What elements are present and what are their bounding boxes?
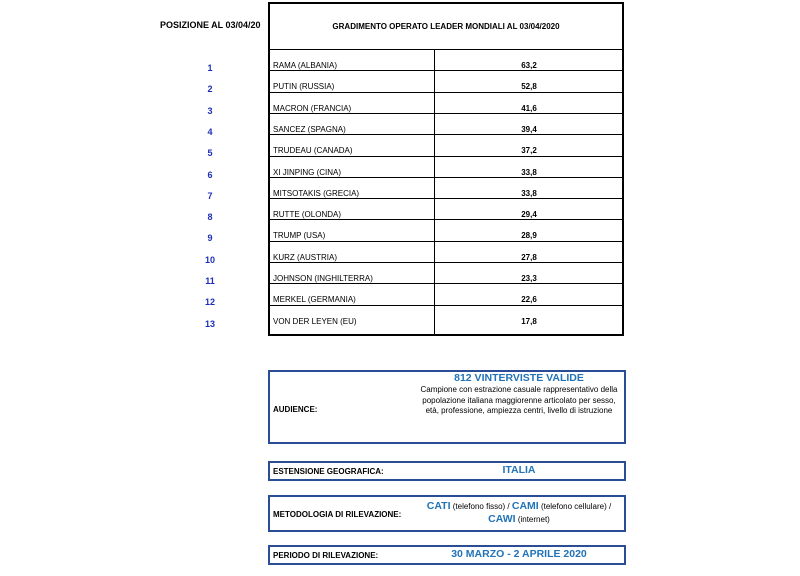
- row-divider: [270, 156, 622, 157]
- rank-number: 9: [207, 233, 213, 244]
- row-divider: [270, 49, 622, 50]
- leader-name: TRUMP (USA): [273, 231, 326, 241]
- audience-box: [268, 370, 626, 444]
- cati-desc: (telefono fisso) /: [450, 502, 512, 511]
- audience-description: Campione con estrazione casuale rappresentativo della popolazione italiana maggiorenne articolato per sesso, età, professione, ampiezza centri, livello di istruzione: [420, 385, 618, 416]
- rank-number: 6: [207, 169, 213, 180]
- row-divider: [270, 177, 622, 178]
- approval-value: 27,8: [521, 252, 537, 262]
- rank-number: 8: [207, 212, 213, 223]
- geo-box: [268, 461, 626, 481]
- leader-name: MACRON (FRANCIA): [273, 103, 352, 113]
- position-header: POSIZIONE AL 03/04/20: [160, 20, 261, 30]
- geo-value: ITALIA: [502, 464, 536, 476]
- approval-value: 33,8: [521, 188, 537, 198]
- leader-name: VON DER LEYEN (EU): [273, 316, 357, 326]
- approval-value: 52,8: [521, 82, 537, 92]
- period-value: 30 MARZO - 2 APRILE 2020: [451, 548, 587, 560]
- cami-label: CAMI: [511, 500, 539, 512]
- approval-value: 29,4: [521, 210, 537, 220]
- leader-name: JOHNSON (INGHILTERRA): [273, 274, 373, 283]
- row-divider: [270, 305, 622, 306]
- approval-value: 33,8: [521, 167, 537, 177]
- period-label: PERIODO DI RILEVAZIONE:: [273, 551, 379, 560]
- row-divider: [270, 70, 622, 71]
- period-box: [268, 545, 626, 565]
- row-divider: [270, 113, 622, 114]
- rank-number: 13: [204, 318, 215, 329]
- row-divider: [270, 283, 622, 284]
- approval-value: 22,6: [521, 295, 537, 305]
- approval-value: 41,6: [521, 103, 537, 113]
- cawi-label: CAWI: [488, 513, 516, 525]
- approval-value: 37,2: [521, 146, 537, 156]
- rank-number: 7: [207, 190, 213, 201]
- leader-name: MERKEL (GERMANIA): [273, 295, 356, 305]
- leader-name: PUTIN (RUSSIA): [273, 82, 335, 92]
- leader-name: KURZ (AUSTRIA): [273, 252, 337, 262]
- approval-value: 63,2: [521, 61, 537, 70]
- audience-title: 812 VINTERVISTE VALIDE: [454, 372, 584, 384]
- leader-name: XI JINPING (CINA): [273, 167, 342, 177]
- cawi-desc: (internet): [515, 515, 550, 524]
- rank-number: 5: [207, 148, 213, 159]
- leader-name: RUTTE (OLONDA): [273, 210, 341, 220]
- rank-number: 2: [207, 84, 213, 95]
- audience-label: AUDIENCE:: [273, 405, 318, 414]
- rank-number: 10: [204, 254, 215, 265]
- cami-desc: (telefono cellulare) /: [538, 502, 612, 511]
- approval-value: 17,8: [521, 316, 537, 326]
- row-divider: [270, 241, 622, 242]
- rank-number: 3: [207, 105, 213, 116]
- geo-label: ESTENSIONE GEOGRAFICA:: [273, 467, 384, 476]
- methodology-box: [268, 495, 626, 532]
- leader-name: RAMA (ALBANIA): [273, 61, 338, 70]
- row-divider: [270, 198, 622, 199]
- rank-number: 11: [205, 276, 215, 286]
- leader-name: TRUDEAU (CANADA): [273, 146, 353, 156]
- audience-value: [416, 372, 622, 417]
- approval-value: 28,9: [521, 231, 537, 241]
- leader-name: SANCEZ (SPAGNA): [273, 124, 346, 134]
- ratings-table: [268, 2, 624, 336]
- rank-number: 12: [204, 297, 215, 308]
- cati-label: CATI: [426, 500, 451, 512]
- row-divider: [270, 92, 622, 93]
- methodology-label: METODOLOGIA DI RILEVAZIONE:: [273, 510, 402, 519]
- row-divider: [270, 219, 622, 220]
- leader-name: MITSOTAKIS (GRECIA): [273, 188, 360, 198]
- approval-value: 23,3: [521, 274, 537, 283]
- row-divider: [270, 262, 622, 263]
- table-title: GRADIMENTO OPERATO LEADER MONDIALI AL 03/04/2020: [332, 22, 560, 31]
- methodology-value: [416, 500, 622, 526]
- rank-number: 4: [207, 126, 213, 137]
- rank-number: 1: [207, 63, 213, 73]
- approval-value: 39,4: [521, 124, 537, 134]
- row-divider: [270, 134, 622, 135]
